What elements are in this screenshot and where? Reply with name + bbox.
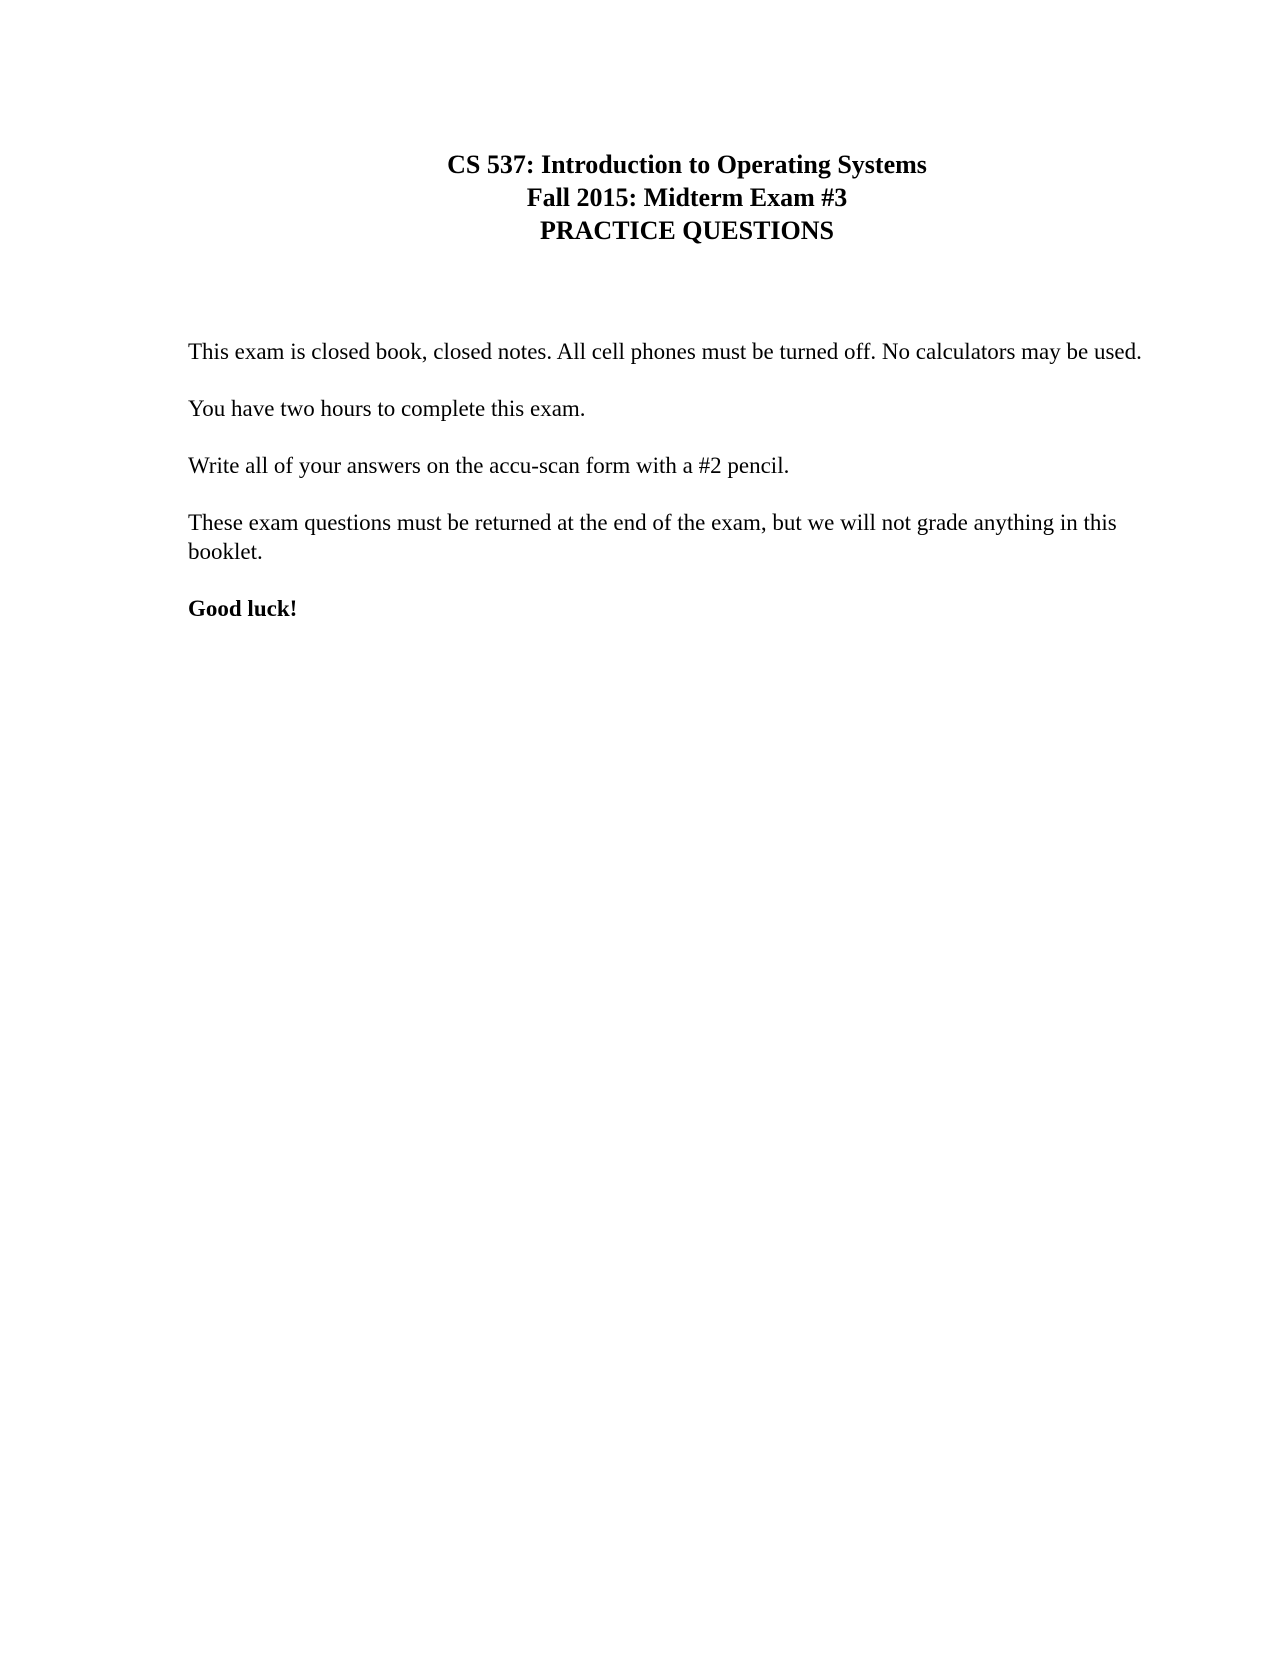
- instruction-time-limit: You have two hours to complete this exam.: [188, 396, 586, 421]
- closing-message: Good luck!: [188, 596, 298, 621]
- instruction-return-booklet: These exam questions must be returned at the end of the exam, but we will not grade anything in this booklet.: [188, 510, 1117, 564]
- instructions-section: [188, 337, 1188, 651]
- exam-header: [0, 148, 1280, 247]
- instruction-answer-form: Write all of your answers on the accu-scan form with a #2 pencil.: [188, 453, 790, 478]
- instruction-closed-book: This exam is closed book, closed notes. All cell phones must be turned off. No calculators may be used.: [188, 339, 1142, 364]
- course-title: CS 537: Introduction to Operating Systems: [447, 150, 927, 179]
- exam-subtitle: PRACTICE QUESTIONS: [539, 216, 834, 245]
- exam-title: Fall 2015: Midterm Exam #3: [526, 183, 848, 212]
